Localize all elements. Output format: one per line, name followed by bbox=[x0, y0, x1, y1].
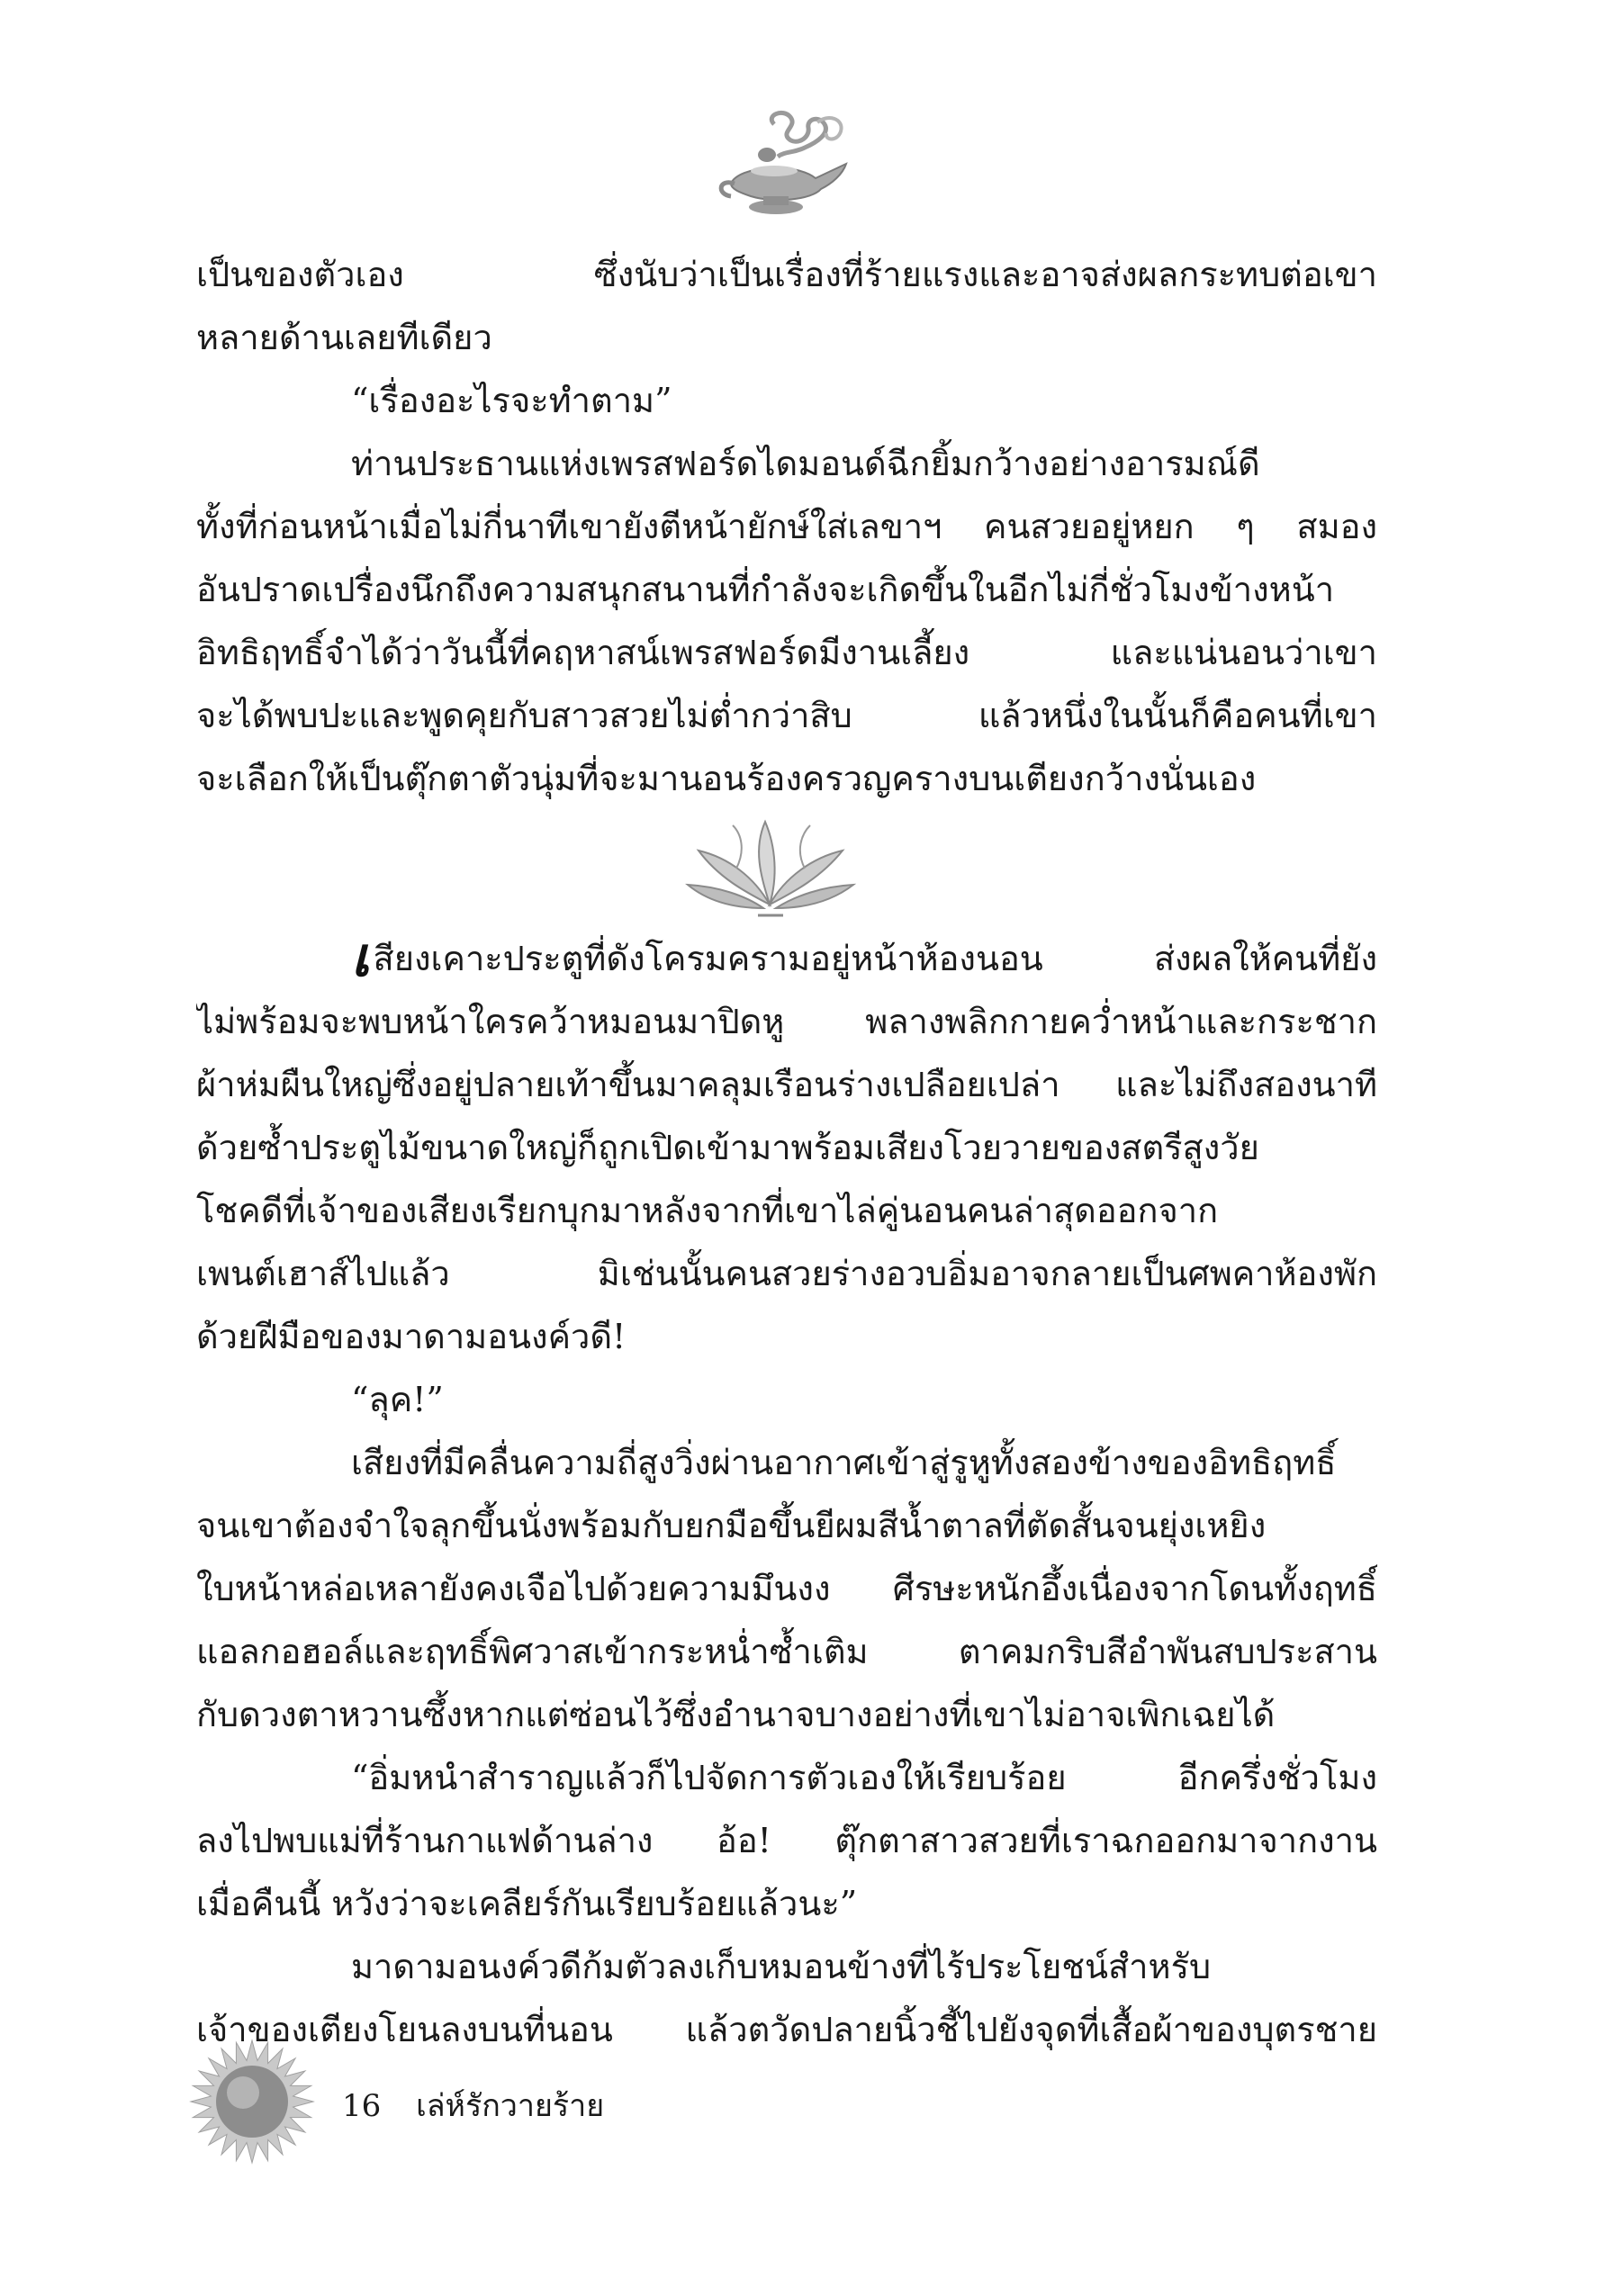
line-text: ด้วยซ้ำประตูไม้ขนาดใหญ่ก็ถูกเปิดเข้ามาพร้อมเสียงโวยวายของสตรีสูงวัย bbox=[196, 1128, 1259, 1167]
line-text: ด้วยฝีมือของมาดามอนงค์วดี! bbox=[196, 1317, 627, 1356]
book-title: เล่ห์รักวายร้าย bbox=[416, 2088, 605, 2124]
lily-icon bbox=[682, 815, 858, 923]
lamp-icon bbox=[711, 106, 860, 223]
text-line bbox=[196, 1179, 1377, 1242]
text-line bbox=[196, 1935, 1377, 1998]
line-text: จะได้พบปะและพูดคุยกับสาวสวยไม่ต่ำกว่าสิบ แล้วหนึ่งในนั้นก็คือคนที่เขา bbox=[196, 696, 1377, 735]
text-line bbox=[196, 1305, 1377, 1368]
drop-cap: เ bbox=[351, 927, 370, 989]
line-text: สียงเคาะประตูที่ดังโครมครามอยู่หน้าห้องนอน ส่งผลให้คนที่ยัง bbox=[373, 939, 1377, 978]
line-text: ทั้งที่ก่อนหน้าเมื่อไม่กี่นาทีเขายังตีหน้ายักษ์ใส่เลขาฯ คนสวยอยู่หยก ๆ สมอง bbox=[196, 507, 1377, 546]
line-text: ใบหน้าหล่อเหลายังคงเจือไปด้วยความมึนงง ศีรษะหนักอึ้งเนื่องจากโดนทั้งฤทธิ์ bbox=[196, 1569, 1377, 1608]
text-line bbox=[196, 1620, 1377, 1683]
line-text: เมื่อคืนนี้ หวังว่าจะเคลียร์กันเรียบร้อยแล้วนะ” bbox=[196, 1884, 858, 1923]
line-text: เพนต์เฮาส์ไปแล้ว มิเช่นนั้นคนสวยร่างอวบอิ่มอาจกลายเป็นศพคาห้องพัก bbox=[196, 1254, 1377, 1293]
text-line bbox=[196, 1809, 1377, 1872]
line-text: อิทธิฤทธิ์จำได้ว่าวันนี้ที่คฤหาสน์เพรสฟอร์ดมีงานเลี้ยง และแน่นอนว่าเขา bbox=[196, 633, 1377, 672]
line-text: “เรื่องอะไรจะทำตาม” bbox=[351, 381, 672, 420]
line-text: “ลุค!” bbox=[351, 1380, 444, 1419]
text-line bbox=[196, 306, 1377, 369]
text-line bbox=[196, 243, 1377, 306]
text-line bbox=[196, 747, 1377, 810]
sun-icon bbox=[189, 2039, 315, 2165]
text-line bbox=[196, 927, 1377, 990]
text-line bbox=[196, 1998, 1377, 2061]
page-footer bbox=[342, 2081, 604, 2129]
line-text: ลงไปพบแม่ที่ร้านกาแฟด้านล่าง อ้อ! ตุ๊กตาสาวสวยที่เราฉกออกมาจากงาน bbox=[196, 1821, 1377, 1860]
line-text: มาดามอนงค์วดีก้มตัวลงเก็บหมอนข้างที่ไร้ประโยชน์สำหรับ bbox=[351, 1947, 1212, 1986]
text-line bbox=[196, 369, 1377, 432]
line-text: จนเขาต้องจำใจลุกขึ้นนั่งพร้อมกับยกมือขึ้นยีผมสีน้ำตาลที่ตัดสั้นจนยุ่งเหยิง bbox=[196, 1506, 1267, 1545]
line-text: ท่านประธานแห่งเพรสฟอร์ดไดมอนด์ฉีกยิ้มกว้างอย่างอารมณ์ดี bbox=[351, 444, 1260, 483]
text-block-top bbox=[196, 243, 1377, 810]
text-line bbox=[196, 495, 1377, 558]
text-line bbox=[196, 1368, 1377, 1431]
text-line bbox=[196, 1431, 1377, 1494]
line-text: กับดวงตาหวานซึ้งหากแต่ซ่อนไว้ซึ่งอำนาจบางอย่างที่เขาไม่อาจเพิกเฉยได้ bbox=[196, 1695, 1276, 1734]
text-line bbox=[196, 432, 1377, 495]
line-text: ไม่พร้อมจะพบหน้าใครคว้าหมอนมาปิดหู พลางพลิกกายคว่ำหน้าและกระชาก bbox=[196, 1002, 1377, 1041]
text-line bbox=[196, 1557, 1377, 1620]
text-line bbox=[196, 1683, 1377, 1746]
text-line bbox=[196, 1872, 1377, 1935]
text-block-bottom bbox=[196, 927, 1377, 2061]
page-number: 16 bbox=[342, 2088, 382, 2124]
line-text: อันปราดเปรื่องนึกถึงความสนุกสนานที่กำลังจะเกิดขึ้นในอีกไม่กี่ชั่วโมงข้างหน้า bbox=[196, 570, 1335, 609]
text-line bbox=[196, 1746, 1377, 1809]
text-line bbox=[196, 990, 1377, 1053]
text-line bbox=[196, 558, 1377, 621]
line-text: “อิ่มหนำสำราญแล้วก็ไปจัดการตัวเองให้เรียบร้อย อีกครึ่งชั่วโมง bbox=[351, 1758, 1377, 1797]
text-line bbox=[196, 1242, 1377, 1305]
line-text: เจ้าของเตียงโยนลงบนที่นอน แล้วตวัดปลายนิ้วชี้ไปยังจุดที่เสื้อผ้าของบุตรชาย bbox=[196, 2010, 1377, 2049]
line-text: หลายด้านเลยทีเดียว bbox=[196, 318, 492, 357]
text-line bbox=[196, 1053, 1377, 1116]
text-line bbox=[196, 1116, 1377, 1179]
text-line bbox=[196, 1494, 1377, 1557]
line-text: แอลกอฮอล์และฤทธิ์พิศวาสเข้ากระหน่ำซ้ำเติม ตาคมกริบสีอำพันสบประสาน bbox=[196, 1632, 1377, 1671]
text-line bbox=[196, 621, 1377, 684]
line-text: เป็นของตัวเอง ซึ่งนับว่าเป็นเรื่องที่ร้ายแรงและอาจส่งผลกระทบต่อเขา bbox=[196, 255, 1377, 294]
line-text: ผ้าห่มผืนใหญ่ซึ่งอยู่ปลายเท้าขึ้นมาคลุมเรือนร่างเปลือยเปล่า และไม่ถึงสองนาที bbox=[196, 1065, 1377, 1104]
line-text: จะเลือกให้เป็นตุ๊กตาตัวนุ่มที่จะมานอนร้องครวญครางบนเตียงกว้างนั่นเอง bbox=[196, 759, 1257, 798]
line-text: โชคดีที่เจ้าของเสียงเรียกบุกมาหลังจากที่เขาไล่คู่นอนคนล่าสุดออกจาก bbox=[196, 1191, 1219, 1230]
text-line bbox=[196, 684, 1377, 747]
line-text: เสียงที่มีคลื่นความถี่สูงวิ่งผ่านอากาศเข้าสู่รูหูทั้งสองข้างของอิทธิฤทธิ์ bbox=[351, 1443, 1337, 1482]
